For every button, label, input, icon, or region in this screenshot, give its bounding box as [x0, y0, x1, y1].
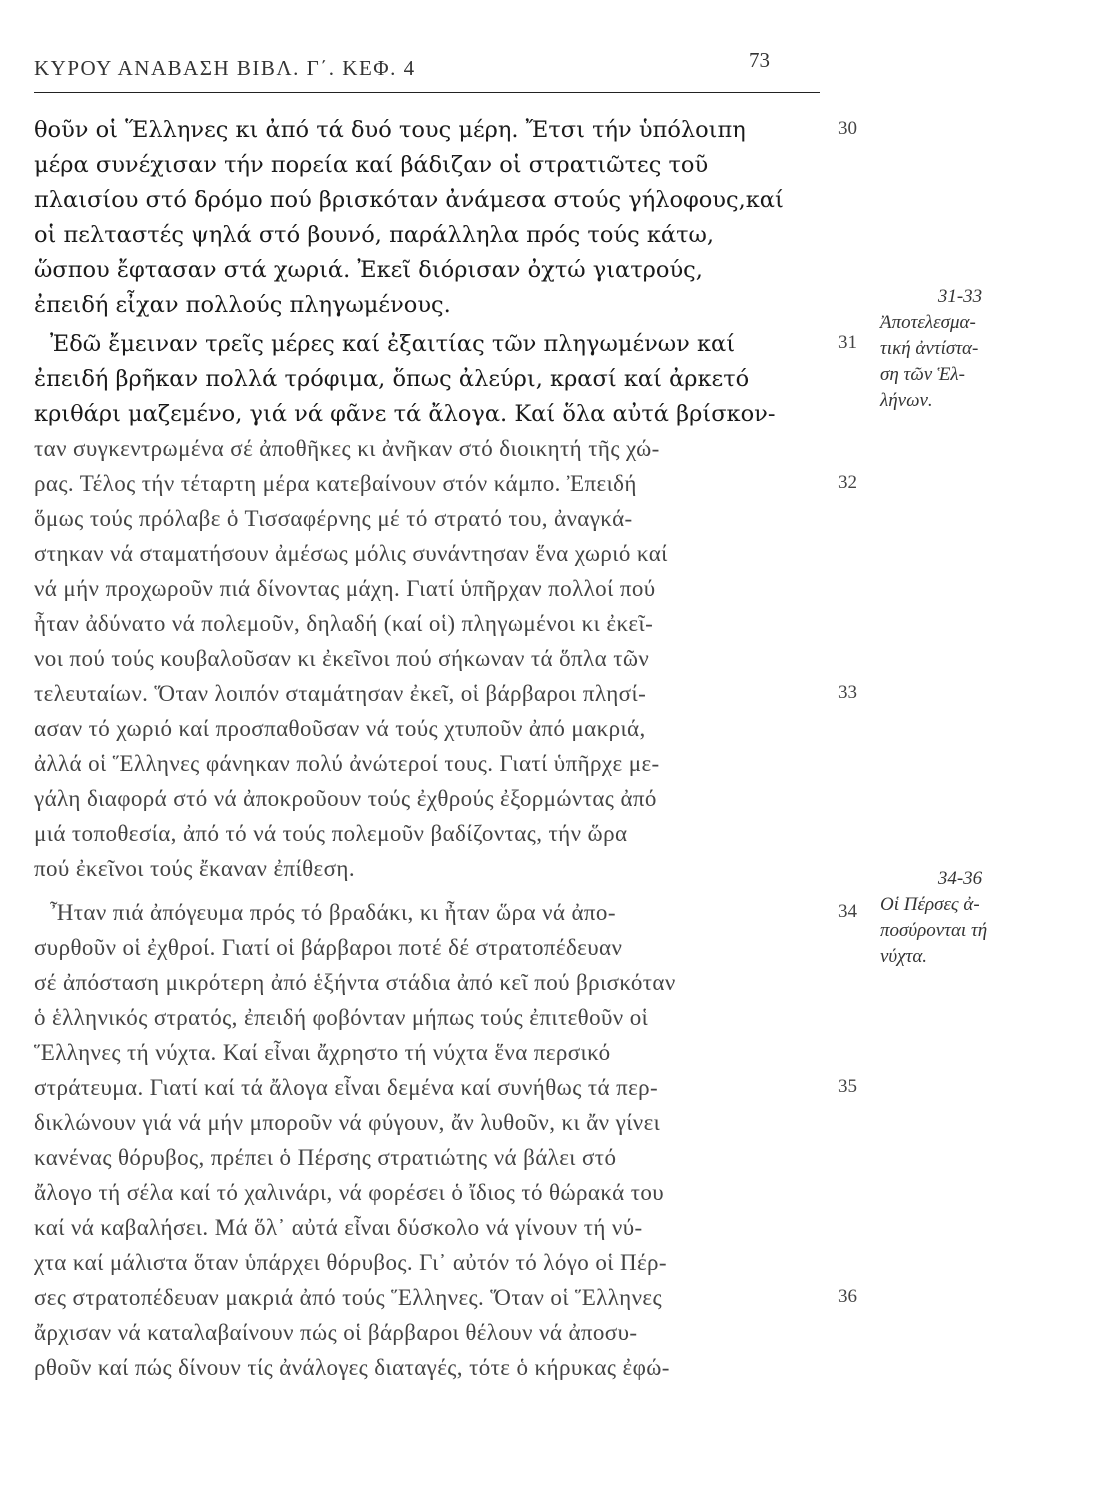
text-line: πού ἐκεῖνοι τούς ἔκαναν ἐπίθεση.: [34, 856, 355, 881]
text-line: ἄρχισαν νά καταλαβαίνουν πώς οἱ βάρβαροι θέλουν νά ἀποσυ-: [34, 1320, 638, 1345]
margin-note: [880, 866, 1040, 970]
text-line: ταν συγκεντρωμένα σέ ἀποθῆκες κι ἀνῆκαν στό διοικητή τῆς χώ-: [34, 436, 660, 461]
text-line: σες στρατοπέδευαν μακριά ἀπό τούς Ἕλληνες. Ὅταν οἱ Ἕλληνες: [34, 1285, 662, 1310]
text-line: μέρα συνέχισαν τήν πορεία καί βάδιζαν οἱ στρατιῶτες τοῦ: [34, 152, 709, 178]
text-line: ἐπειδή βρῆκαν πολλά τρόφιμα, ὅπως ἀλεύρι, κρασί καί ἀρκετό: [34, 366, 750, 392]
margin-note: [880, 284, 1040, 414]
text-line: στράτευμα. Γιατί καί τά ἄλογα εἶναι δεμένα καί συνήθως τά περ-: [34, 1075, 659, 1100]
text-line: γάλη διαφορά στό νά ἀποκροῦουν τούς ἐχθρούς ἐξορμώντας ἀπό: [34, 786, 657, 811]
text-line: ἦταν ἀδύνατο νά πολεμοῦν, δηλαδή (καί οἱ) πληγωμένοι κι ἐκεῖ-: [34, 611, 654, 636]
text-line: ρας. Τέλος τήν τέταρτη μέρα κατεβαίνουν στόν κάμπο. Ἐπειδή: [34, 471, 637, 496]
margin-note-line: Οἱ Πέρσες ἀ-: [880, 894, 980, 915]
text-line: ἄλογο τή σέλα καί τό χαλινάρι, νά φορέσει ὁ ἴδιος τό θώρακά του: [34, 1180, 665, 1205]
margin-note-line: ση τῶν Ἑλ-: [880, 364, 965, 385]
text-line: συρθοῦν οἱ ἐχθροί. Γιατί οἱ βάρβαροι ποτέ δέ στρατοπέδευαν: [34, 935, 623, 960]
text-line: ὥσπου ἔφτασαν στά χωριά. Ἐκεῖ διόρισαν ὀχτώ γιατρούς,: [34, 257, 703, 283]
text-line: χτα καί μάλιστα ὅταν ὑπάρχει θόρυβος. Γι᾽ αὐτόν τό λόγο οἱ Πέρ-: [34, 1250, 667, 1275]
margin-note-line: νύχτα.: [880, 946, 928, 967]
text-line: μιά τοποθεσία, ἀπό τό νά τούς πολεμοῦν βαδίζοντας, τήν ὥρα: [34, 821, 628, 846]
text-line: νοι πού τούς κουβαλοῦσαν κι ἐκεῖνοι πού σήκωναν τά ὅπλα τῶν: [34, 646, 650, 671]
text-line: κανένας θόρυβος, πρέπει ὁ Πέρσης στρατιώτης νά βάλει στό: [34, 1145, 617, 1170]
text-line: οἱ πελταστές ψηλά στό βουνό, παράλληλα πρός τούς κάτω,: [34, 222, 715, 248]
text-line: καί νά καβαλήσει. Μά ὅλ᾽ αὐτά εἶναι δύσκολο νά γίνουν τή νύ-: [34, 1215, 643, 1240]
margin-note-line: τική ἀντίστα-: [880, 338, 979, 359]
margin-note-line: Ἀποτελεσμα-: [880, 312, 976, 333]
text-line: στηκαν νά σταματήσουν ἀμέσως μόλις συνάντησαν ἕνα χωριό καί: [34, 541, 668, 566]
margin-note-ref: 34-36: [937, 868, 983, 889]
text-line: θοῦν οἱ Ἕλληνες κι ἀπό τά δυό τους μέρη. Ἔτσι τήν ὑπόλοιπη: [34, 117, 746, 143]
text-line: ασαν τό χωριό καί προσπαθοῦσαν νά τούς χτυποῦν ἀπό μακριά,: [34, 716, 646, 741]
running-title: ΚΥΡΟΥ ΑΝΑΒΑΣΗ ΒΙΒΛ. Γ΄. ΚΕΦ. 4: [34, 56, 416, 80]
margin-note-line: λήνων.: [880, 390, 933, 411]
text-line: Ἕλληνες τή νύχτα. Καί εἶναι ἄχρηστο τή νύχτα ἕνα περσικό: [34, 1040, 611, 1065]
text-line: νά μήν προχωροῦν πιά δίνοντας μάχη. Γιατί ὑπῆρχαν πολλοί πού: [34, 576, 656, 601]
verse-number: 31: [838, 332, 857, 353]
margin-note-ref: 31-33: [937, 286, 983, 307]
verse-number: 36: [838, 1286, 857, 1307]
text-line: Ἦταν πιά ἀπόγευμα πρός τό βραδάκι, κι ἦταν ὥρα νά ἀπο-: [50, 900, 616, 925]
verse-number: 30: [838, 118, 857, 139]
verse-number: 32: [838, 472, 857, 493]
text-line: ρθοῦν καί πώς δίνουν τίς ἀνάλογες διαταγές, τότε ὁ κήρυκας ἐφώ-: [34, 1355, 670, 1380]
text-line: Ἐδῶ ἔμειναν τρεῖς μέρες καί ἐξαιτίας τῶν πληγωμένων καί: [50, 331, 736, 357]
page-header: [34, 48, 820, 93]
text-line: πλαισίου στό δρόμο πού βρισκόταν ἀνάμεσα στούς γήλοφους,καί: [34, 187, 784, 213]
text-line: ἀλλά οἱ Ἕλληνες φάνηκαν πολύ ἀνώτεροί τους. Γιατί ὑπῆρχε με-: [34, 751, 660, 776]
verse-number: 35: [838, 1076, 857, 1097]
verse-number: 33: [838, 682, 857, 703]
margin-note-line: ποσύρονται τή: [880, 920, 988, 941]
page-number: 73: [749, 48, 770, 72]
text-line: ὅμως τούς πρόλαβε ὁ Τισσαφέρνης μέ τό στρατό του, ἀναγκά-: [34, 506, 633, 531]
text-line: κριθάρι μαζεμένο, γιά νά φᾶνε τά ἄλογα. Καί ὅλα αὐτά βρίσκον-: [34, 401, 776, 427]
text-line: σέ ἀπόσταση μικρότερη ἀπό ἑξήντα στάδια ἀπό κεῖ πού βρισκόταν: [34, 970, 676, 995]
text-line: δικλώνουν γιά νά μήν μποροῦν νά φύγουν, ἄν λυθοῦν, κι ἄν γίνει: [34, 1110, 661, 1135]
verse-number: 34: [838, 901, 857, 922]
text-line: ἐπειδή εἶχαν πολλούς πληγωμένους.: [34, 292, 451, 318]
text-line: ὁ ἑλληνικός στρατός, ἐπειδή φοβόνταν μήπως τούς ἐπιτεθοῦν οἱ: [34, 1005, 649, 1030]
text-line: τελευταίων. Ὅταν λοιπόν σταμάτησαν ἐκεῖ, οἱ βάρβαροι πλησί-: [34, 681, 647, 706]
